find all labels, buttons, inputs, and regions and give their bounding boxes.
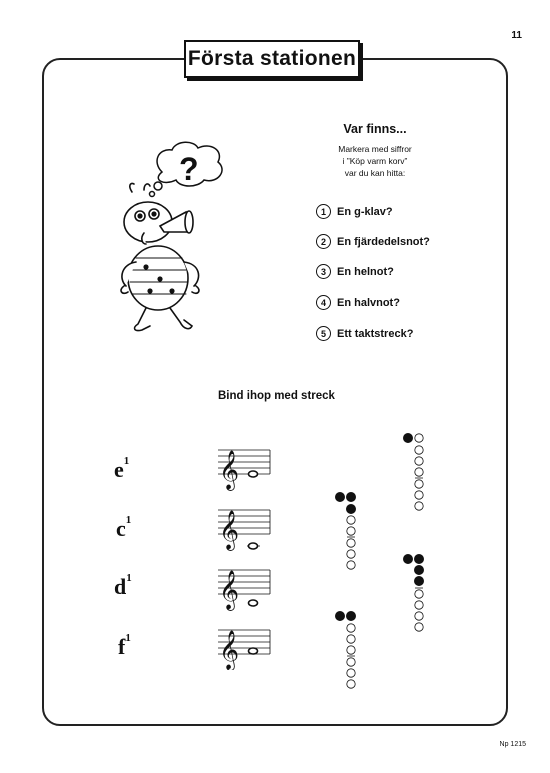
- fingering-charts: [330, 428, 430, 692]
- fingering-chart: [335, 611, 355, 688]
- whole-note: [249, 471, 258, 477]
- note-octave: 1: [123, 455, 130, 467]
- staff-3: [218, 570, 270, 611]
- note-name-label: [114, 457, 129, 483]
- question-text: En fjärdedelsnot?: [337, 235, 430, 248]
- instruction-line: i ”Köp varm korv”: [342, 156, 408, 166]
- question-text: En g-klav?: [337, 205, 393, 218]
- question-number: 1: [316, 204, 331, 219]
- svg-text:?: ?: [179, 151, 199, 187]
- question-number: 3: [316, 264, 331, 279]
- whole-note: [249, 543, 258, 549]
- section1-heading: Var finns...: [343, 122, 407, 136]
- question-text: Ett taktstreck?: [337, 327, 414, 340]
- question-item: [316, 204, 393, 219]
- note-letter: d: [114, 574, 127, 599]
- page-title: Första stationen: [184, 40, 360, 78]
- page-number: 11: [511, 30, 522, 41]
- instruction-line: Markera med siffror: [338, 144, 412, 154]
- question-text: En helnot?: [337, 265, 394, 278]
- section1-instructions: [290, 143, 460, 179]
- question-item: [316, 264, 394, 279]
- question-item: [316, 234, 430, 249]
- instruction-line: var du kan hitta:: [344, 168, 406, 178]
- question-item: [316, 326, 413, 341]
- note-name-label: [118, 634, 131, 660]
- question-number: 2: [316, 234, 331, 249]
- staff-notes-column: [218, 440, 274, 670]
- whole-note: [249, 600, 258, 606]
- fingering-chart: [403, 433, 423, 510]
- fingering-chart: [335, 492, 355, 569]
- question-item: [316, 295, 400, 310]
- question-number: 5: [316, 326, 331, 341]
- question-text: En halvnot?: [337, 296, 400, 309]
- note-name-label: [114, 574, 132, 600]
- whole-note: [249, 648, 258, 654]
- staff-2: [218, 510, 270, 551]
- note-octave: 1: [125, 514, 132, 526]
- note-octave: 1: [126, 572, 132, 584]
- note-name-label: [116, 516, 131, 542]
- staff-1: [218, 450, 270, 491]
- bug-illustration: [100, 140, 230, 335]
- note-octave: 1: [125, 632, 131, 644]
- note-letter: f: [118, 634, 126, 659]
- question-number: 4: [316, 295, 331, 310]
- staff-4: [218, 630, 270, 670]
- section2-heading: Bind ihop med streck: [218, 390, 335, 402]
- fingering-chart: [403, 554, 423, 631]
- footer-code: Np 1215: [499, 741, 526, 748]
- note-letter: e: [114, 457, 124, 482]
- note-letter: c: [116, 516, 126, 541]
